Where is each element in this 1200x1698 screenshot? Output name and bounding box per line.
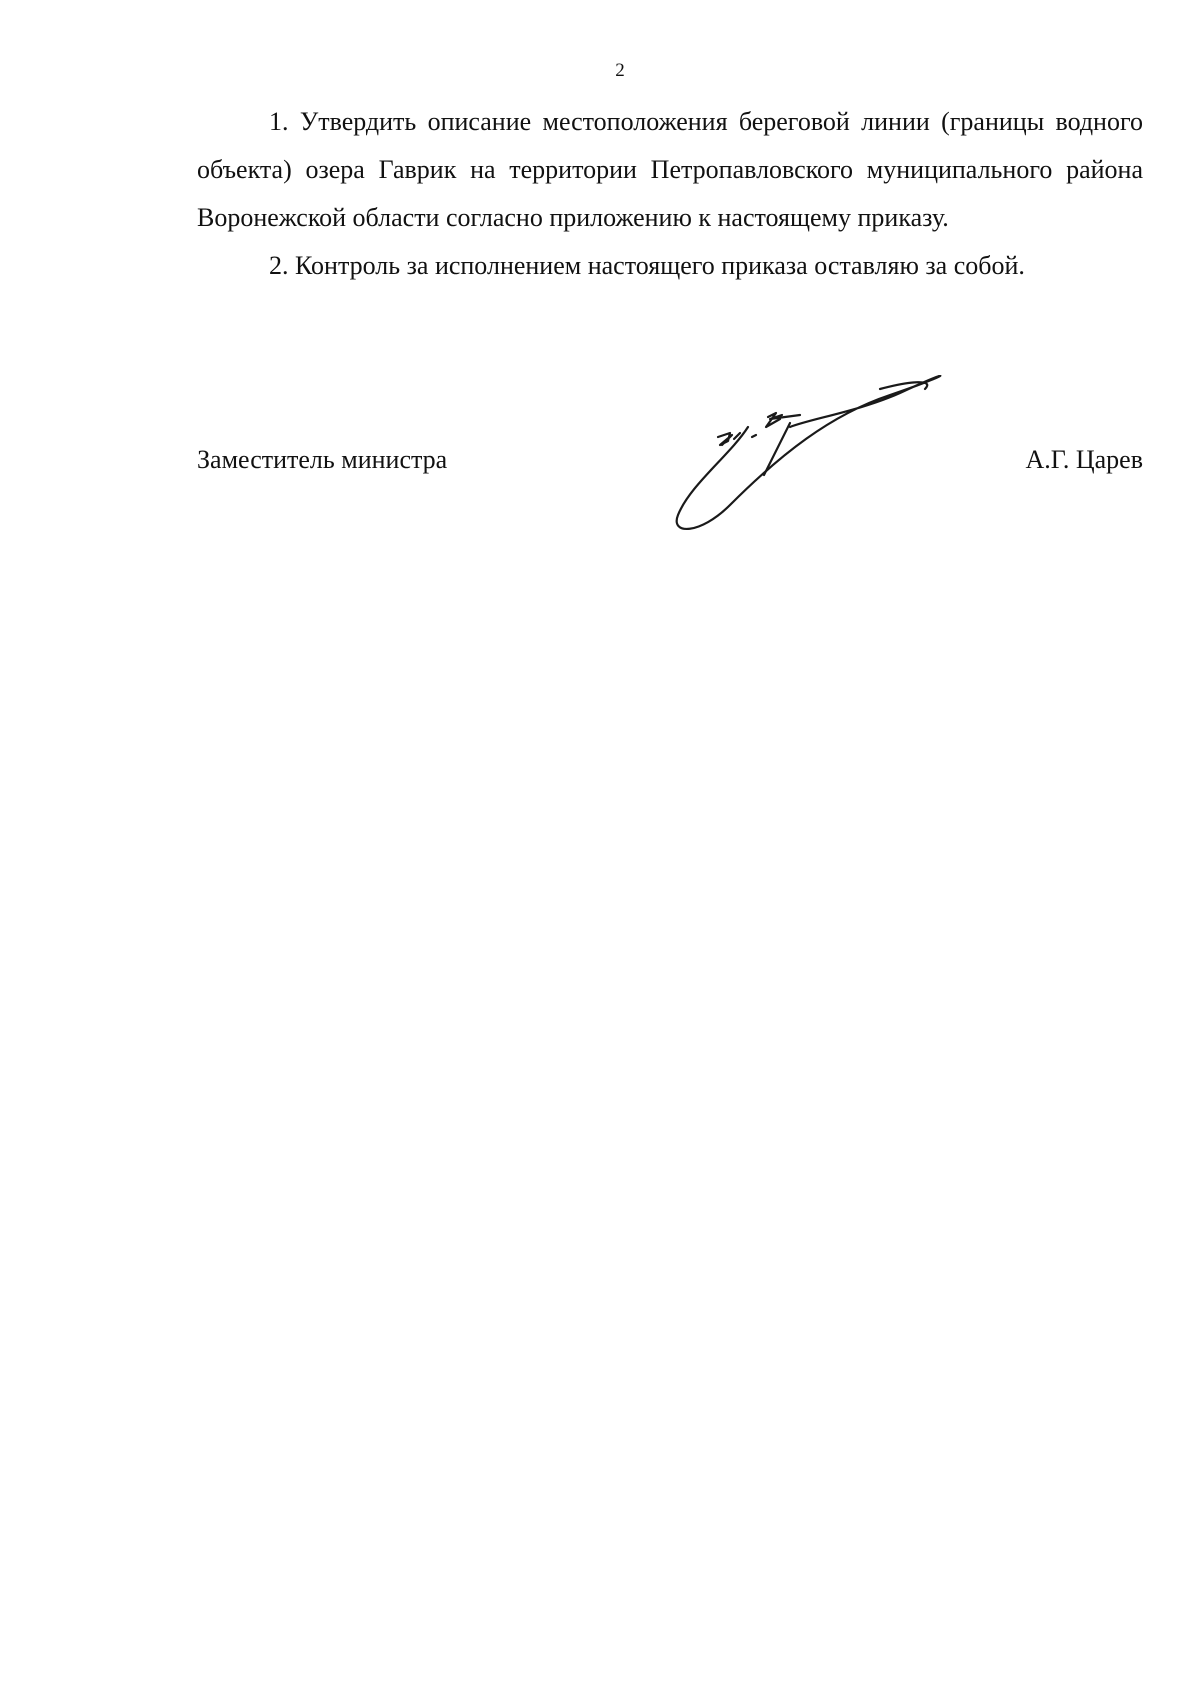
- document-body: [197, 98, 1143, 290]
- signer-position: Заместитель министра: [197, 445, 448, 474]
- page-number: 2: [615, 60, 625, 81]
- paragraph-approve-description: 1. Утвердить описание местоположения береговой линии (границы водного объекта) озера Гаврик на территории Петропавловского муниципального района Воронежской области согласно приложению к настоящему приказу.: [197, 107, 1143, 232]
- paragraph-control: 2. Контроль за исполнением настоящего приказа оставляю за собой.: [269, 251, 1025, 280]
- handwritten-signature-icon: [670, 375, 1010, 575]
- signer-name: А.Г. Царев: [1025, 445, 1143, 474]
